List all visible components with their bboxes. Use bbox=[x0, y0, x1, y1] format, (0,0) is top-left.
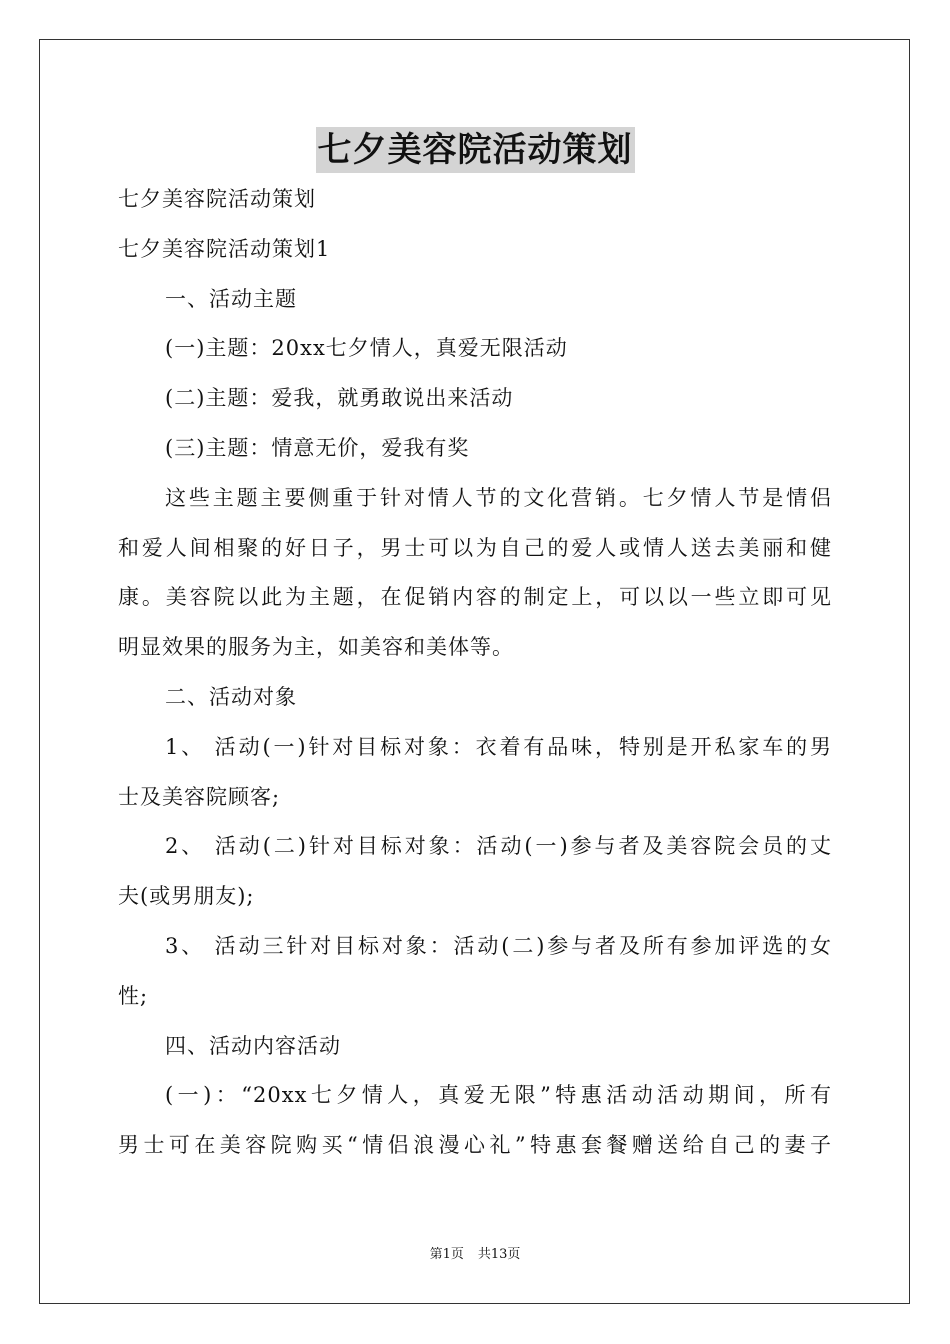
footer-total-pages: 共13页 bbox=[477, 1247, 521, 1262]
body-line: 夫(或男朋友); bbox=[118, 884, 255, 909]
body-line: (一)：“20xx七夕情人，真爱无限”特惠活动活动期间，所有 bbox=[165, 1083, 832, 1108]
body-line: 3、 活动三针对目标对象：活动(二)参与者及所有参加评选的女 bbox=[165, 933, 832, 958]
document-title: 七夕美容院活动策划 bbox=[316, 127, 635, 173]
body-line: 男士可在美容院购买“情侣浪漫心礼”特惠套餐赠送给自己的妻子 bbox=[118, 1133, 832, 1158]
body-line: 康。美容院以此为主题，在促销内容的制定上，可以以一些立即可见 bbox=[118, 585, 832, 610]
body-line: 四、活动内容活动 bbox=[165, 1033, 341, 1058]
body-line: 一、活动主题 bbox=[165, 286, 297, 311]
page-footer bbox=[0, 1246, 950, 1264]
body-line: 性; bbox=[118, 983, 149, 1008]
document-body bbox=[118, 175, 832, 1171]
body-line: 明显效果的服务为主，如美容和美体等。 bbox=[118, 635, 514, 660]
body-line: (二)主题：爱我，就勇敢说出来活动 bbox=[165, 386, 514, 411]
body-line: 七夕美容院活动策划 bbox=[118, 187, 316, 211]
body-line: 这些主题主要侧重于针对情人节的文化营销。七夕情人节是情侣 bbox=[165, 485, 832, 510]
body-line: 二、活动对象 bbox=[165, 684, 297, 709]
body-line: 1、 活动(一)针对目标对象：衣着有品味，特别是开私家车的男 bbox=[165, 734, 832, 759]
body-line: (三)主题：情意无价，爱我有奖 bbox=[165, 435, 470, 460]
body-line: 士及美容院顾客; bbox=[118, 784, 281, 809]
body-line: 和爱人间相聚的好日子，男士可以为自己的爱人或情人送去美丽和健 bbox=[118, 535, 832, 560]
body-line: 七夕美容院活动策划1 bbox=[118, 236, 331, 261]
footer-current-page: 第1页 bbox=[429, 1247, 464, 1262]
body-line: (一)主题：20xx七夕情人，真爱无限活动 bbox=[165, 336, 568, 361]
body-line: 2、 活动(二)针对目标对象：活动(一)参与者及美容院会员的丈 bbox=[165, 834, 832, 859]
title-container bbox=[0, 127, 950, 173]
